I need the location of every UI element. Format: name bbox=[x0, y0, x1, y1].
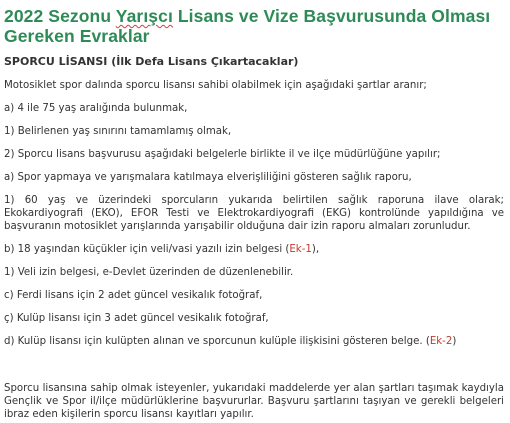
item-b-text: b) 18 yaşından küçükler için veli/vasi yazılı izin belgesi ( bbox=[4, 244, 290, 255]
title-underlined-word: Yarışcı bbox=[115, 6, 173, 26]
document bbox=[4, 6, 504, 421]
item-a: a) 4 ile 75 yaş aralığında bulunmak, bbox=[4, 103, 188, 114]
item-1: 1) Belirlenen yaş sınırını tamamlamış olmak, bbox=[4, 126, 232, 137]
title-part-2: Lisans ve Vize Başvurusunda Olması Gereken Evraklar bbox=[4, 6, 491, 46]
title-part-1: 2022 Sezonu bbox=[4, 6, 116, 26]
item-b bbox=[4, 243, 504, 256]
item-c: c) Ferdi lisans için 2 adet güncel vesikalık fotoğraf, bbox=[4, 290, 263, 301]
item-b-reference: Ek-1 bbox=[289, 244, 312, 255]
item-cc: ç) Kulüp lisansı için 3 adet güncel vesikalık fotoğraf, bbox=[4, 313, 269, 324]
item-d bbox=[4, 335, 504, 348]
item-b-end: ), bbox=[311, 244, 320, 255]
item-1c: 1) Veli izin belgesi, e-Devlet üzerinden de düzenlenebilir. bbox=[4, 267, 294, 278]
page-title bbox=[4, 6, 504, 46]
item-a2: a) Spor yapmaya ve yarışmalara katılmaya elverişliliğini gösteren sağlık raporu, bbox=[4, 172, 412, 183]
item-1b: 1) 60 yaş ve üzerindeki sporcuların yukarıda belirtilen sağlık raporuna ilave olarak; Ekokardiyografi (EKO), EFOR Testi ve Elektrokardiyografi (EKG) kontrolünde yapıldığına ve başvuranın motosiklet yarışlarında yarışabilir olduğuna dair izin raporu almaları zorunludur. bbox=[4, 195, 504, 232]
item-2: 2) Sporcu lisans başvurusu aşağıdaki belgelerle birlikte il ve ilçe müdürlüğüne yapılır; bbox=[4, 149, 441, 160]
item-d-reference: Ek-2 bbox=[429, 336, 453, 347]
item-d-end: ) bbox=[452, 336, 457, 347]
closing-paragraph: Sporcu lisansına sahip olmak isteyenler, yukarıdaki maddelerde yer alan şartları taşımak kaydıyla Gençlik ve Spor il/ilçe müdürlüklerine başvururlar. Başvuru şartlarını taşıyan ve gerekli belgeleri ibraz eden kişilerin sporcu lisansı kayıtları yapılır. bbox=[4, 383, 504, 420]
intro-paragraph: Motosiklet spor dalında sporcu lisansı sahibi olabilmek için aşağıdaki şartlar aranır; bbox=[4, 80, 427, 91]
item-d-text: d) Kulüp lisansı için kulüpten alınan ve sporcunun kulüple ilişkisini gösteren belge. ( bbox=[4, 336, 430, 347]
section-heading: SPORCU LİSANSI (İlk Defa Lisans Çıkartacaklar) bbox=[4, 55, 299, 68]
